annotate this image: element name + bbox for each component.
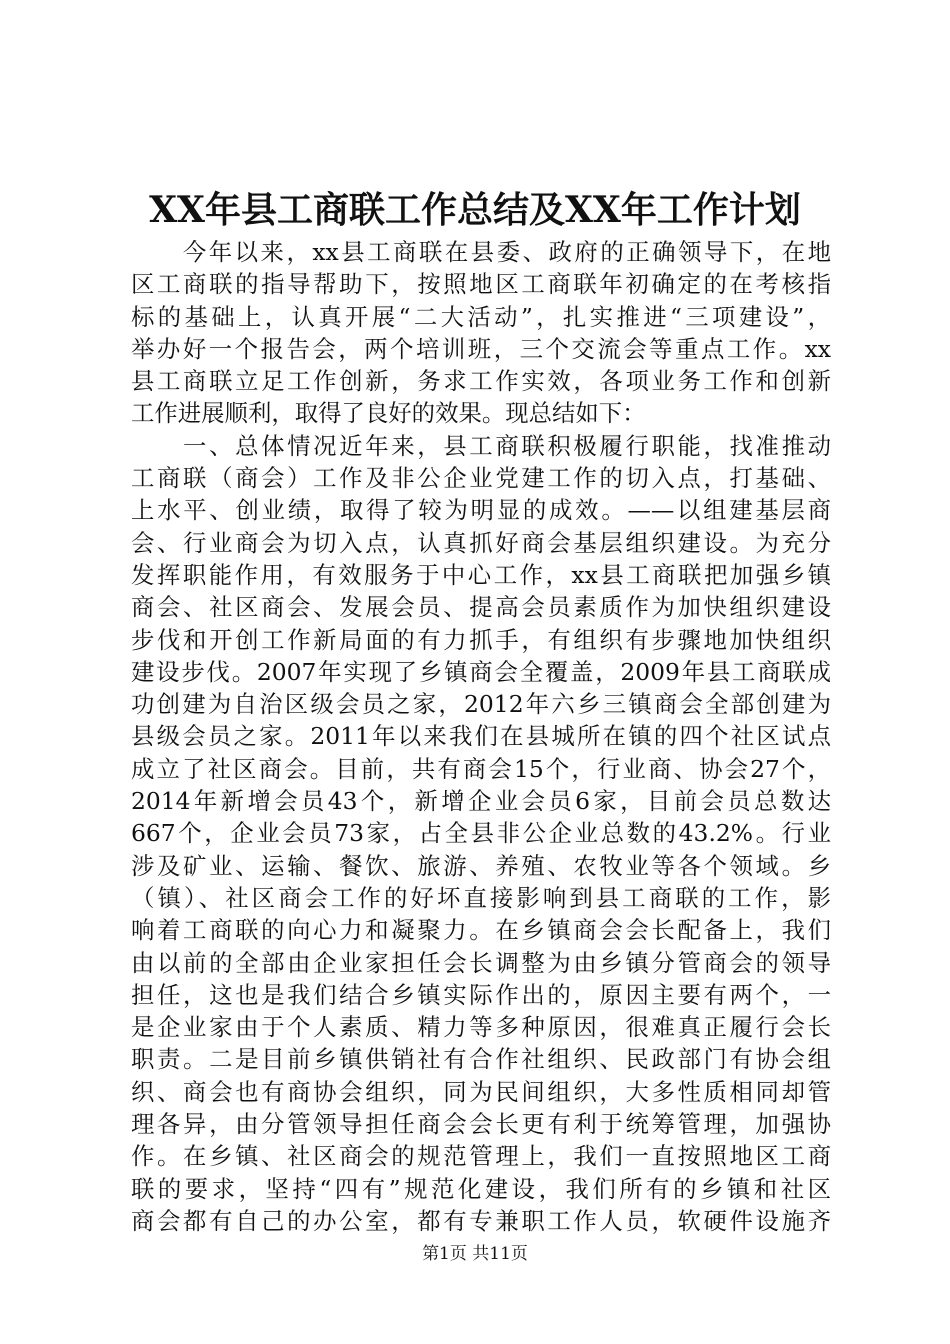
body-line: 建设步伐。2007年实现了乡镇商会全覆盖，2009年县工商联成 <box>131 657 831 686</box>
body-line: 667个，企业会员73家，占全县非公企业总数的43.2%。行业 <box>131 819 831 848</box>
body-line: 工作进展顺利，取得了良好的效果。现总结如下： <box>131 399 646 428</box>
body-line: 职责。二是目前乡镇供销社有合作社组织、民政部门有协会组 <box>131 1045 831 1074</box>
body-line: 织、商会也有商协会组织，同为民间组织，大多性质相同却管 <box>131 1077 831 1106</box>
body-line: 成立了社区商会。目前，共有商会15个，行业商、协会27个， <box>131 754 831 783</box>
body-line: 步伐和开创工作新局面的有力抓手，有组织有步骤地加快组织 <box>131 625 831 654</box>
body-line: 区工商联的指导帮助下，按照地区工商联年初确定的在考核指 <box>131 270 831 299</box>
body-line: 功创建为自治区级会员之家，2012年六乡三镇商会全部创建为 <box>131 690 831 719</box>
body-line: 2014年新增会员43个，新增企业会员6家，目前会员总数达 <box>131 787 831 816</box>
body-line: 商会、社区商会、发展会员、提高会员素质作为加快组织建设 <box>131 593 831 622</box>
document-body <box>131 236 831 1237</box>
body-line: 理各异，由分管领导担任商会会长更有利于统筹管理，加强协 <box>131 1110 831 1139</box>
document-title: XX年县工商联工作总结及XX年工作计划 <box>149 189 801 231</box>
body-line: 县工商联立足工作创新，务求工作实效，各项业务工作和创新 <box>131 367 831 396</box>
body-line: 响着工商联的向心力和凝聚力。在乡镇商会会长配备上，我们 <box>131 916 831 945</box>
body-line: 涉及矿业、运输、餐饮、旅游、养殖、农牧业等各个领域。乡 <box>131 851 831 880</box>
body-line: 一、总体情况近年来，县工商联积极履行职能，找准推动 <box>131 431 831 460</box>
body-line: 担任，这也是我们结合乡镇实际作出的，原因主要有两个，一 <box>131 980 831 1009</box>
body-line: 举办好一个报告会，两个培训班，三个交流会等重点工作。xx <box>131 334 831 363</box>
page-footer: 第1页 共11页 <box>422 1244 528 1264</box>
body-line: 工商联（商会）工作及非公企业党建工作的切入点，打基础、 <box>131 464 831 493</box>
body-line: 发挥职能作用，有效服务于中心工作，xx县工商联把加强乡镇 <box>131 560 831 589</box>
body-line: 商会都有自己的办公室，都有专兼职工作人员，软硬件设施齐 <box>131 1206 831 1235</box>
body-line: 是企业家由于个人素质、精力等多种原因，很难真正履行会长 <box>131 1013 831 1042</box>
body-line: 标的基础上，认真开展“二大活动”，扎实推进“三项建设”， <box>131 302 831 331</box>
body-line: 会、行业商会为切入点，认真抓好商会基层组织建设。为充分 <box>131 528 831 557</box>
body-line: 今年以来，xx县工商联在县委、政府的正确领导下，在地 <box>131 238 831 266</box>
body-line: （镇）、社区商会工作的好坏直接影响到县工商联的工作，影 <box>131 883 831 912</box>
body-line: 联的要求，坚持“四有”规范化建设，我们所有的乡镇和社区 <box>131 1174 831 1203</box>
body-line: 由以前的全部由企业家担任会长调整为由乡镇分管商会的领导 <box>131 948 831 977</box>
body-line: 上水平、创业绩，取得了较为明显的成效。——以组建基层商 <box>131 496 831 525</box>
body-line: 县级会员之家。2011年以来我们在县城所在镇的四个社区试点 <box>131 722 831 751</box>
body-line: 作。在乡镇、社区商会的规范管理上，我们一直按照地区工商 <box>131 1142 831 1171</box>
